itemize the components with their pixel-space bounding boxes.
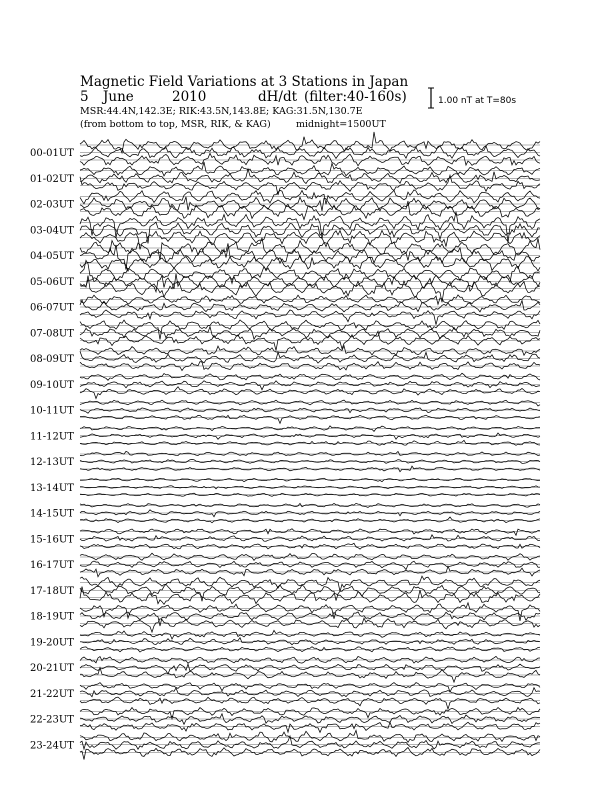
hour-row	[30, 603, 540, 632]
chart-header	[80, 74, 516, 130]
row-label: 20-21UT	[30, 663, 74, 674]
scale-bar	[428, 88, 434, 108]
station-trace	[80, 638, 540, 645]
station-trace	[80, 517, 540, 523]
row-label: 14-15UT	[30, 508, 74, 520]
station-trace	[80, 238, 540, 260]
station-trace	[80, 618, 540, 632]
date-day: 5	[80, 89, 89, 105]
hour-row	[30, 656, 540, 682]
station-trace	[80, 510, 540, 517]
station-trace	[80, 451, 540, 455]
row-label: 01-02UT	[30, 173, 74, 185]
station-trace	[80, 169, 540, 184]
row-label: 15-16UT	[30, 534, 74, 546]
station-trace	[80, 584, 540, 601]
station-trace	[80, 381, 540, 390]
row-label: 18-19UT	[30, 611, 74, 623]
hour-row	[30, 400, 540, 423]
station-trace	[80, 400, 540, 406]
station-trace	[80, 576, 540, 591]
station-trace	[80, 697, 540, 709]
hour-row	[30, 503, 540, 522]
order-note: (from bottom to top, MSR, RIK, & KAG)	[80, 119, 271, 130]
row-label: 05-06UT	[30, 276, 74, 288]
quantity-label: dH/dt	[258, 89, 298, 105]
station-trace	[80, 408, 540, 413]
hour-row	[30, 132, 540, 166]
hour-row	[30, 238, 540, 272]
date-year: 2010	[172, 89, 207, 105]
row-label: 16-17UT	[30, 560, 74, 571]
hour-row	[30, 295, 540, 325]
station-trace	[80, 426, 540, 432]
row-label: 13-14UT	[30, 482, 74, 494]
row-label: 04-05UT	[30, 251, 74, 262]
station-trace	[80, 478, 540, 481]
hour-row	[30, 190, 540, 220]
station-trace	[80, 748, 540, 760]
scale-label: 1.00 nT at T=80s	[438, 96, 517, 106]
station-trace	[80, 415, 540, 423]
station-trace	[80, 201, 540, 220]
row-label: 08-09UT	[30, 354, 74, 365]
station-trace	[80, 529, 540, 536]
station-trace	[80, 387, 540, 399]
row-label: 21-22UT	[30, 688, 74, 700]
station-trace	[80, 320, 540, 340]
station-trace	[80, 222, 540, 243]
row-label: 09-10UT	[30, 379, 74, 391]
station-trace	[80, 346, 540, 355]
date-month: June	[103, 89, 134, 105]
hour-row	[30, 346, 540, 371]
row-label: 06-07UT	[30, 302, 74, 314]
station-trace	[80, 274, 540, 292]
hour-row	[30, 162, 540, 195]
stations-label: MSR:44.4N,142.3E; RIK:43.5N,143.8E; KAG:31.5N,130.7E	[80, 106, 363, 117]
hour-row	[30, 426, 540, 446]
hour-row	[30, 630, 540, 652]
station-trace	[80, 146, 540, 159]
station-trace	[80, 260, 540, 283]
hour-row	[30, 373, 540, 398]
row-label: 12-13UT	[30, 457, 74, 468]
station-trace	[80, 276, 540, 303]
row-label: 07-08UT	[30, 328, 74, 340]
row-label: 00-01UT	[30, 148, 74, 159]
station-trace	[80, 212, 540, 243]
row-label: 19-20UT	[30, 637, 74, 649]
hour-row	[30, 730, 540, 759]
station-trace	[80, 566, 540, 577]
hour-row	[30, 529, 540, 549]
station-trace	[80, 351, 540, 363]
station-trace	[80, 730, 540, 742]
station-trace	[80, 612, 540, 626]
station-trace	[80, 561, 540, 570]
station-trace	[80, 656, 540, 663]
station-trace	[80, 722, 540, 732]
station-trace	[80, 132, 540, 153]
station-trace	[80, 440, 540, 445]
station-trace	[80, 433, 540, 439]
hour-rows	[30, 132, 540, 760]
hour-row	[30, 451, 540, 471]
row-label: 03-04UT	[30, 225, 74, 237]
station-trace	[80, 535, 540, 541]
row-label: 11-12UT	[30, 431, 74, 443]
hour-row	[30, 683, 540, 710]
hour-row	[30, 478, 540, 496]
midnight-label: midnight=1500UT	[296, 119, 386, 130]
station-trace	[80, 688, 540, 697]
row-label: 10-11UT	[30, 405, 74, 417]
station-trace	[80, 553, 540, 560]
hour-row	[30, 708, 540, 733]
row-label: 23-24UT	[30, 740, 74, 752]
station-trace	[80, 331, 540, 350]
hour-row	[30, 320, 540, 351]
hour-row	[30, 576, 540, 604]
chart-title: Magnetic Field Variations at 3 Stations in Japan	[80, 74, 409, 90]
station-trace	[80, 664, 540, 674]
station-trace	[80, 630, 540, 639]
row-label: 17-18UT	[30, 585, 74, 597]
filter-label: (filter:40-160s)	[304, 89, 407, 105]
row-label: 22-23UT	[30, 714, 74, 726]
row-label: 02-03UT	[30, 199, 74, 211]
station-trace	[80, 603, 540, 621]
station-trace	[80, 190, 540, 204]
hour-row	[30, 553, 540, 577]
